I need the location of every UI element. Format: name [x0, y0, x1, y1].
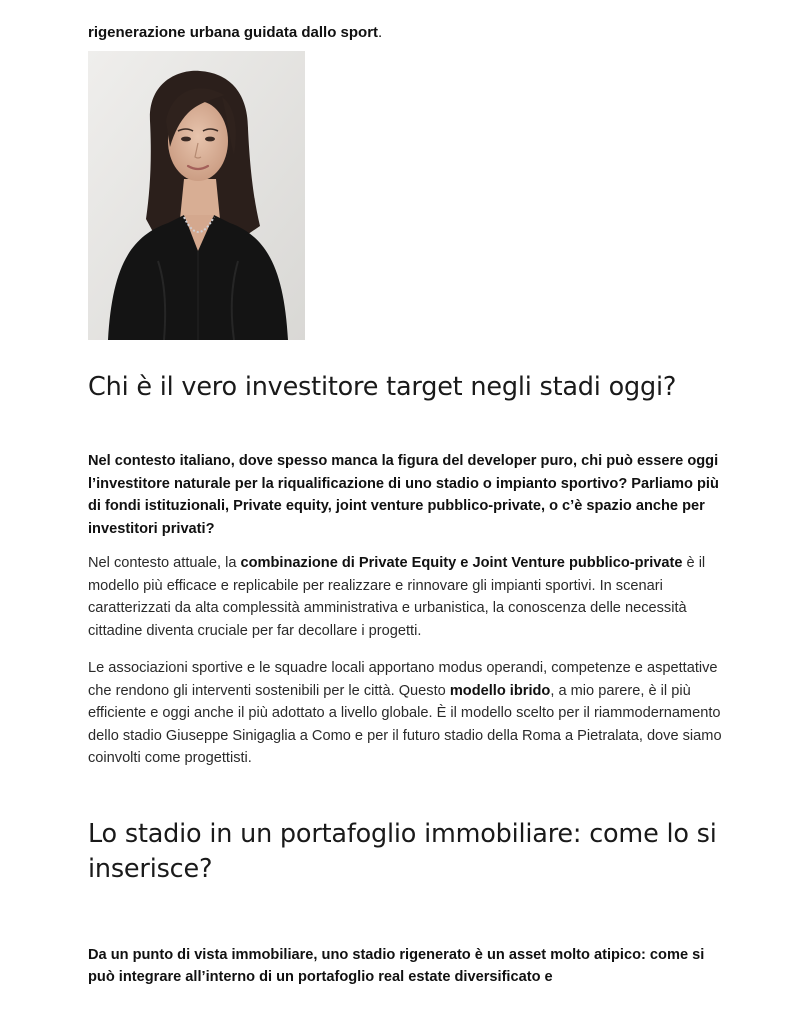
lead-tail-bold: rigenerazione urbana guidata dallo sport	[88, 24, 379, 41]
answer-paragraph-2	[88, 657, 728, 770]
answer-1-bold: combinazione di Private Equity e Joint Venture pubblico-private	[240, 555, 683, 571]
answer-2-bold: modello ibrido	[449, 682, 551, 699]
section-heading-investor: Chi è il vero investitore target negli stadi oggi?	[88, 372, 677, 402]
lead-tail-period: .	[378, 24, 383, 41]
section-heading-portfolio: Lo stadio in un portafoglio immobiliare: come lo si inserisce?	[88, 818, 717, 884]
answer-2-text-a: Le associazioni sportive e le squadre locali apportano modus operandi, competenze e aspettative che rendono gli interventi sostenibili per le città. Questo	[88, 660, 718, 699]
portrait-illustration	[88, 51, 305, 340]
answer-1-text-a: Nel contesto attuale, la	[88, 555, 241, 571]
interview-question-portfolio: Da un punto di vista immobiliare, uno stadio rigenerato è un asset molto atipico: come si può integrare all’interno di un portafoglio real estate diversificato e	[88, 946, 705, 985]
article	[88, 0, 728, 989]
answer-2-text-b: , a mio parere, è il più efficiente e oggi anche il più adottato a livello globale. È il modello scelto per il riammodernamento dello stadio Giuseppe Sinigaglia a Como e per il futuro stadio della Roma a Pietralata, dove siamo coinvolti come progettisti.	[88, 682, 722, 766]
answer-1-text-b: è il modello più efficace e replicabile per realizzare e rinnovare gli impianti sportivi. In scenari caratterizzati da alta complessità amministrativa e urbanistica, la conoscenza delle necessità cittadine diventa cruciale per far decollare i progetti.	[88, 555, 706, 639]
interview-question-investor: Nel contesto italiano, dove spesso manca la figura del developer puro, chi può essere oggi l’investitore naturale per la riqualificazione di uno stadio o impianto sportivo? Parliamo più di fondi istituzionali, Private equity, joint venture pubblico-private, o c’è spazio anche per investitori privati?	[88, 453, 719, 537]
lead-tail-text	[88, 0, 728, 44]
portrait-photo	[88, 51, 305, 340]
answer-paragraph-1	[88, 552, 728, 642]
